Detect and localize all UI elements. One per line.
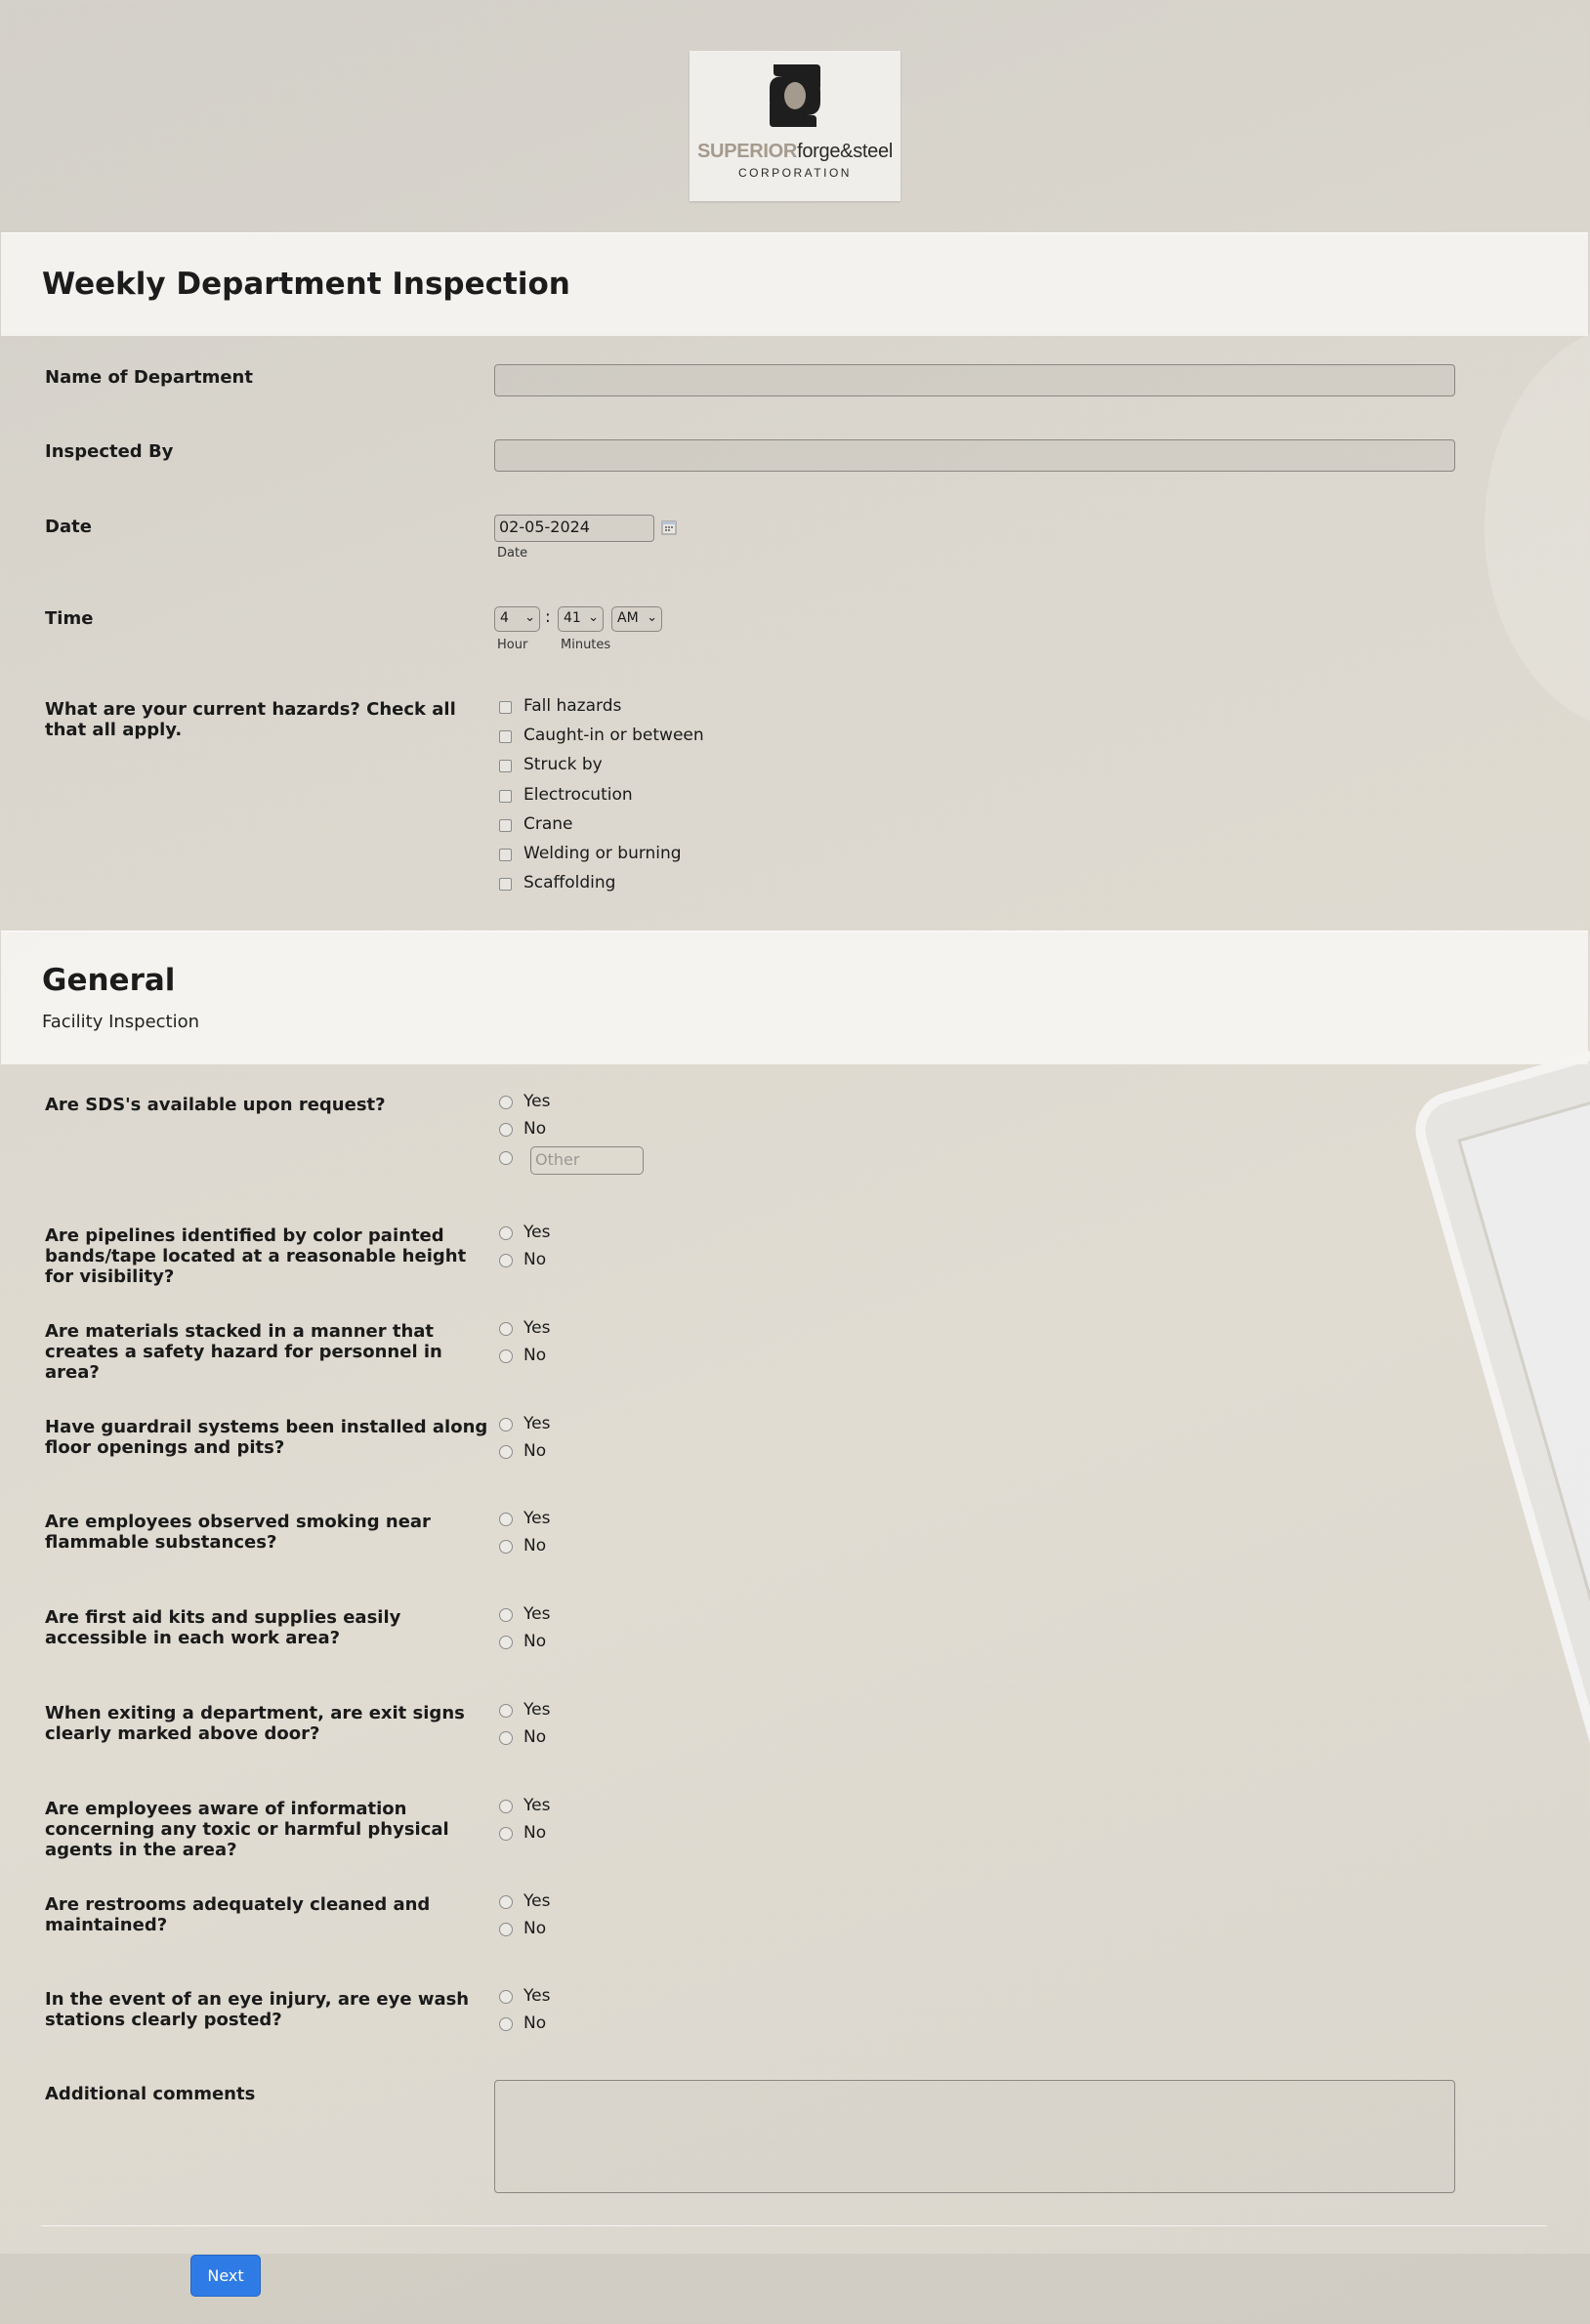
answer-yes-label[interactable]: Yes — [523, 1223, 551, 1242]
time-label: Time — [45, 608, 94, 629]
comments-textarea[interactable] — [494, 2080, 1455, 2193]
hazard-checkbox[interactable] — [499, 730, 512, 743]
answer-no-label[interactable]: No — [523, 1345, 547, 1365]
hazard-option-label[interactable]: Welding or burning — [523, 844, 682, 863]
answer-no-label[interactable]: No — [523, 1822, 547, 1843]
answer-no-radio[interactable] — [499, 1349, 513, 1363]
answer-yes-radio[interactable] — [499, 1704, 513, 1718]
chevron-down-icon: ⌄ — [524, 610, 535, 625]
company-logo — [690, 51, 900, 201]
ampm-value: AM — [617, 610, 639, 626]
hazard-option-label[interactable]: Struck by — [523, 755, 603, 775]
background-decoration-tablet — [1406, 996, 1590, 2155]
answer-yes-radio[interactable] — [499, 1895, 513, 1909]
answer-yes-radio[interactable] — [499, 1608, 513, 1622]
hazard-option-label[interactable]: Crane — [523, 813, 573, 834]
answer-no-radio[interactable] — [499, 1923, 513, 1936]
answer-yes-radio[interactable] — [499, 1226, 513, 1240]
answer-no-label[interactable]: No — [523, 1250, 547, 1269]
sds-yes-radio[interactable] — [499, 1096, 513, 1109]
minutes-sublabel: Minutes — [561, 638, 611, 652]
answer-no-radio[interactable] — [499, 1445, 513, 1459]
hazard-checkbox[interactable] — [499, 849, 512, 861]
next-button[interactable]: Next — [190, 2255, 261, 2297]
answer-no-label[interactable]: No — [523, 1632, 547, 1652]
background-decoration-circle — [1485, 322, 1590, 732]
hazard-option-label[interactable]: Fall hazards — [523, 696, 622, 716]
inspection-question-label: Are restrooms adequately cleaned and maintained? — [45, 1893, 431, 1935]
general-title: General — [42, 963, 176, 998]
hour-sublabel: Hour — [497, 638, 528, 652]
hazard-checkbox[interactable] — [499, 701, 512, 714]
sds-question-label: Are SDS's available upon request? — [45, 1095, 386, 1115]
answer-no-radio[interactable] — [499, 1636, 513, 1649]
inspection-question-label: Are employees observed smoking near flammable substances? — [45, 1512, 431, 1554]
answer-no-label[interactable]: No — [523, 1918, 547, 1938]
logo-wordmark — [690, 141, 900, 163]
inspection-question-label: When exiting a department, are exit signs clearly marked above door? — [45, 1703, 465, 1744]
answer-yes-radio[interactable] — [499, 1800, 513, 1813]
answer-no-label[interactable]: No — [523, 1727, 547, 1747]
ampm-select[interactable] — [611, 606, 662, 632]
hazard-checkbox[interactable] — [499, 760, 512, 772]
form-header — [1, 232, 1588, 336]
department-input[interactable] — [494, 364, 1455, 396]
minute-value: 41 — [564, 610, 581, 626]
logo-s-icon — [764, 62, 826, 129]
hazards-label: What are your current hazards? Check all that all apply. — [45, 699, 456, 740]
answer-no-label[interactable]: No — [523, 2013, 547, 2034]
form-divider — [41, 2225, 1547, 2226]
answer-no-radio[interactable] — [499, 1254, 513, 1267]
general-subtitle: Facility Inspection — [42, 1012, 200, 1032]
answer-yes-label[interactable]: Yes — [523, 1700, 551, 1720]
form-title: Weekly Department Inspection — [42, 267, 570, 302]
hazard-checkbox[interactable] — [499, 819, 512, 832]
comments-label: Additional comments — [45, 2084, 256, 2104]
answer-yes-label[interactable]: Yes — [523, 1509, 551, 1529]
logo-name-text: forge&steel — [797, 141, 893, 162]
answer-yes-label[interactable]: Yes — [523, 1317, 551, 1338]
sds-other-radio[interactable] — [499, 1151, 513, 1165]
answer-no-label[interactable]: No — [523, 1440, 547, 1461]
general-section-header — [1, 931, 1588, 1064]
answer-yes-radio[interactable] — [499, 1418, 513, 1432]
hour-select[interactable] — [494, 606, 540, 632]
answer-no-radio[interactable] — [499, 1540, 513, 1554]
inspection-question-label: Are employees aware of information concerning any toxic or harmful physical agents in the area? — [45, 1798, 449, 1860]
sds-no-radio[interactable] — [499, 1123, 513, 1137]
answer-yes-radio[interactable] — [499, 1513, 513, 1526]
inspection-question-label: Are materials stacked in a manner that creates a safety hazard for personnel in area? — [45, 1320, 442, 1383]
hour-value: 4 — [500, 610, 509, 626]
sds-yes-label[interactable]: Yes — [523, 1092, 551, 1111]
date-sublabel: Date — [497, 546, 528, 560]
hazard-checkbox[interactable] — [499, 878, 512, 891]
minute-select[interactable] — [558, 606, 604, 632]
hazard-option-label[interactable]: Caught-in or between — [523, 726, 704, 746]
inspection-question-label: Are pipelines identified by color painted bands/tape located at a reasonable height for visibility? — [45, 1225, 467, 1287]
hazard-option-label[interactable]: Scaffolding — [523, 873, 616, 893]
date-input[interactable]: 02-05-2024 — [494, 515, 654, 542]
answer-yes-label[interactable]: Yes — [523, 1795, 551, 1815]
answer-yes-label[interactable]: Yes — [523, 1413, 551, 1433]
answer-yes-radio[interactable] — [499, 1322, 513, 1336]
logo-subtitle: CORPORATION — [738, 166, 852, 180]
answer-no-label[interactable]: No — [523, 1536, 547, 1556]
inspection-question-label: In the event of an eye injury, are eye wash stations clearly posted? — [45, 1989, 470, 2031]
date-label: Date — [45, 517, 92, 537]
answer-yes-radio[interactable] — [499, 1990, 513, 2004]
inspection-question-label: Have guardrail systems been installed along floor openings and pits? — [45, 1416, 488, 1458]
answer-yes-label[interactable]: Yes — [523, 1890, 551, 1911]
chevron-down-icon: ⌄ — [588, 610, 599, 625]
calendar-icon[interactable] — [661, 519, 677, 535]
answer-yes-label[interactable]: Yes — [523, 1604, 551, 1625]
inspection-question-label: Are first aid kits and supplies easily accessible in each work area? — [45, 1607, 401, 1649]
answer-no-radio[interactable] — [499, 1827, 513, 1841]
inspected-by-label: Inspected By — [45, 441, 174, 462]
sds-no-label[interactable]: No — [523, 1119, 547, 1139]
answer-yes-label[interactable]: Yes — [523, 1986, 551, 2007]
answer-no-radio[interactable] — [499, 2017, 513, 2031]
sds-other-input[interactable]: Other — [530, 1146, 644, 1175]
department-label: Name of Department — [45, 367, 253, 388]
hazard-checkbox[interactable] — [499, 790, 512, 803]
answer-no-radio[interactable] — [499, 1731, 513, 1745]
logo-brand-text: SUPERIOR — [697, 141, 798, 162]
time-colon: : — [545, 607, 551, 627]
hazard-option-label[interactable]: Electrocution — [523, 784, 633, 805]
inspected-by-input[interactable] — [494, 439, 1455, 472]
chevron-down-icon: ⌄ — [647, 610, 657, 625]
